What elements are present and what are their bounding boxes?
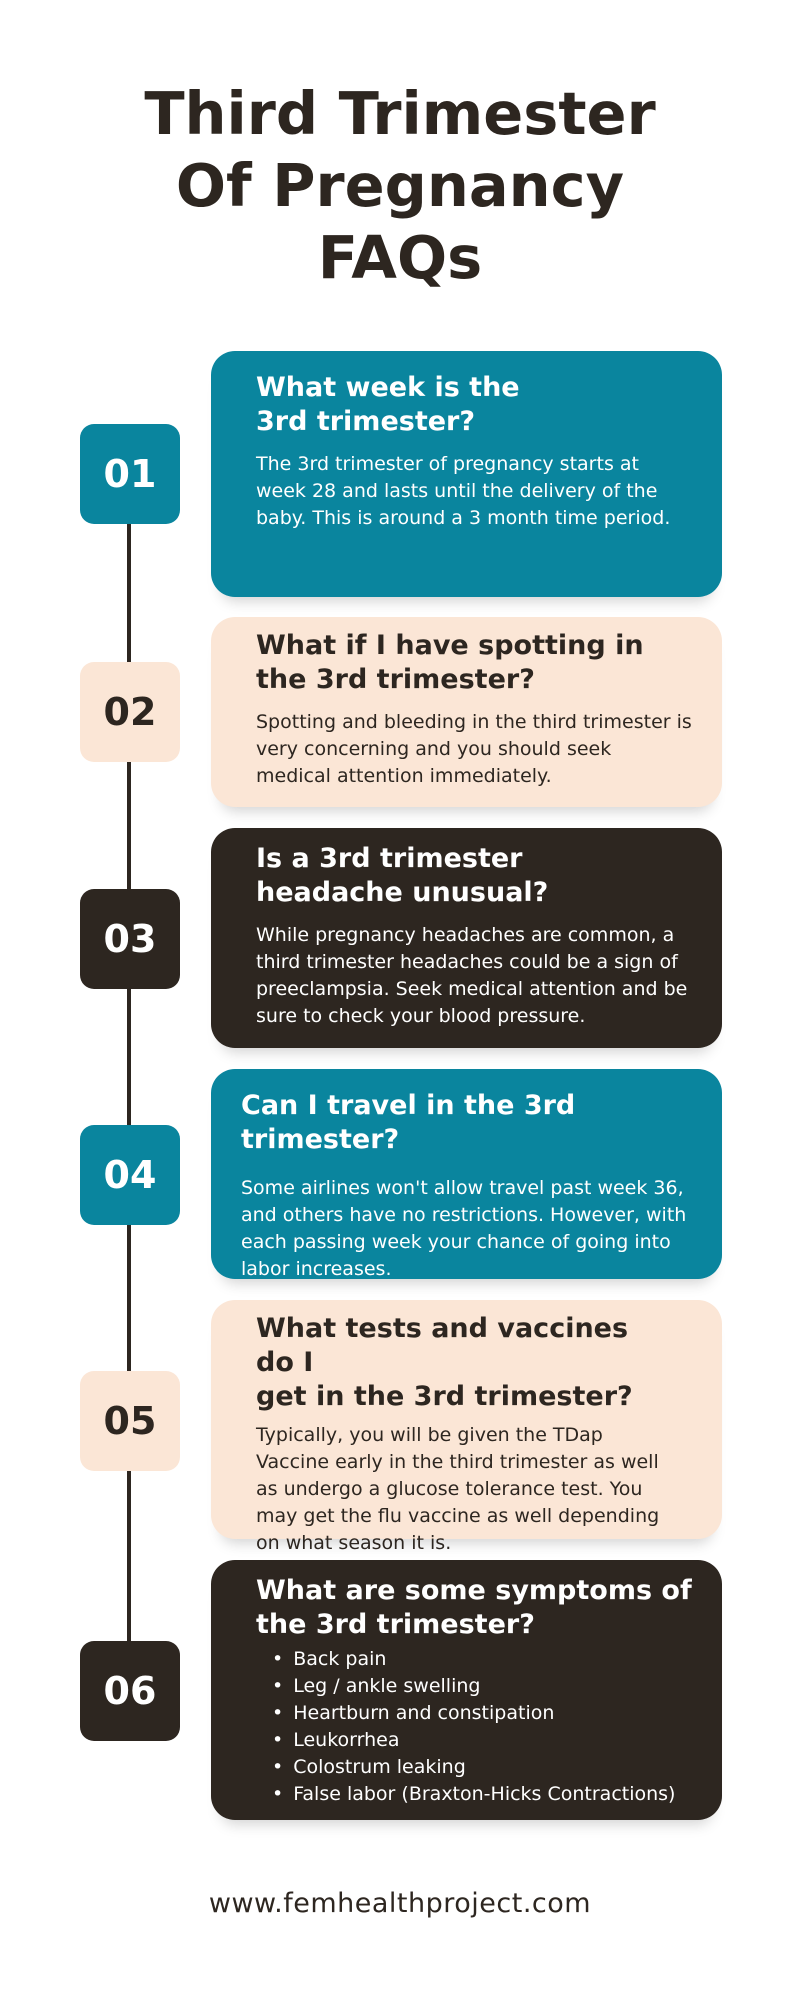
footer-website: www.femhealthproject.com bbox=[208, 1888, 592, 1919]
symptoms-list bbox=[256, 1646, 702, 1808]
faq-number-badge-05: 05 bbox=[80, 1371, 180, 1471]
list-item: • Heartburn and constipation bbox=[272, 1700, 702, 1727]
faq-answer-05: Typically, you will be given the TDap Vaccine early in the third trimester as well as undergo a glucose tolerance test. You may get the flu vaccine as well depending on what season it is. bbox=[256, 1424, 660, 1554]
faq-answer-03: While pregnancy headaches are common, a third trimester headaches could be a sign of preeclampsia. Seek medical attention and be sure to check your blood pressure. bbox=[256, 924, 688, 1027]
list-item: • Back pain bbox=[272, 1646, 702, 1673]
title-line-2: Of Pregnancy bbox=[175, 151, 625, 220]
title-line-3: FAQs bbox=[317, 223, 483, 292]
faq-question-01: What week is the 3rd trimester? bbox=[256, 372, 520, 437]
faq-number-badge-02: 02 bbox=[80, 662, 180, 762]
faq-number-badge-03: 03 bbox=[80, 889, 180, 989]
faq-card-02 bbox=[211, 617, 722, 807]
list-item: • Leukorrhea bbox=[272, 1727, 702, 1754]
faq-answer-02: Spotting and bleeding in the third trimester is very concerning and you should seek medical attention immediately. bbox=[256, 711, 692, 787]
faq-card-06 bbox=[211, 1560, 722, 1820]
faq-number-badge-06: 06 bbox=[80, 1641, 180, 1741]
timeline-line bbox=[127, 470, 131, 1710]
title-line-1: Third Trimester bbox=[144, 79, 656, 148]
page-title bbox=[0, 78, 800, 294]
faq-question-02: What if I have spotting in the 3rd trimester? bbox=[256, 630, 644, 695]
faq-answer-04: Some airlines won't allow travel past week 36, and others have no restrictions. However, with each passing week your chance of going into labor increases. bbox=[241, 1177, 687, 1280]
list-item: • False labor (Braxton-Hicks Contractions) bbox=[272, 1781, 702, 1808]
list-item: • Colostrum leaking bbox=[272, 1754, 702, 1781]
faq-question-06: What are some symptoms of the 3rd trimester? bbox=[256, 1575, 692, 1640]
faq-card-01 bbox=[211, 351, 722, 597]
faq-card-03 bbox=[211, 828, 722, 1048]
faq-question-05: What tests and vaccines do I get in the 3rd trimester? bbox=[256, 1313, 633, 1412]
faq-question-03: Is a 3rd trimester headache unusual? bbox=[256, 843, 549, 908]
faq-answer-01: The 3rd trimester of pregnancy starts at week 28 and lasts until the delivery of the baby. This is around a 3 month time period. bbox=[256, 453, 671, 529]
faq-question-04: Can I travel in the 3rd trimester? bbox=[241, 1090, 576, 1155]
faq-number-badge-04: 04 bbox=[80, 1125, 180, 1225]
faq-card-04 bbox=[211, 1069, 722, 1279]
list-item: • Leg / ankle swelling bbox=[272, 1673, 702, 1700]
faq-card-05 bbox=[211, 1300, 722, 1554]
faq-number-badge-01: 01 bbox=[80, 424, 180, 524]
